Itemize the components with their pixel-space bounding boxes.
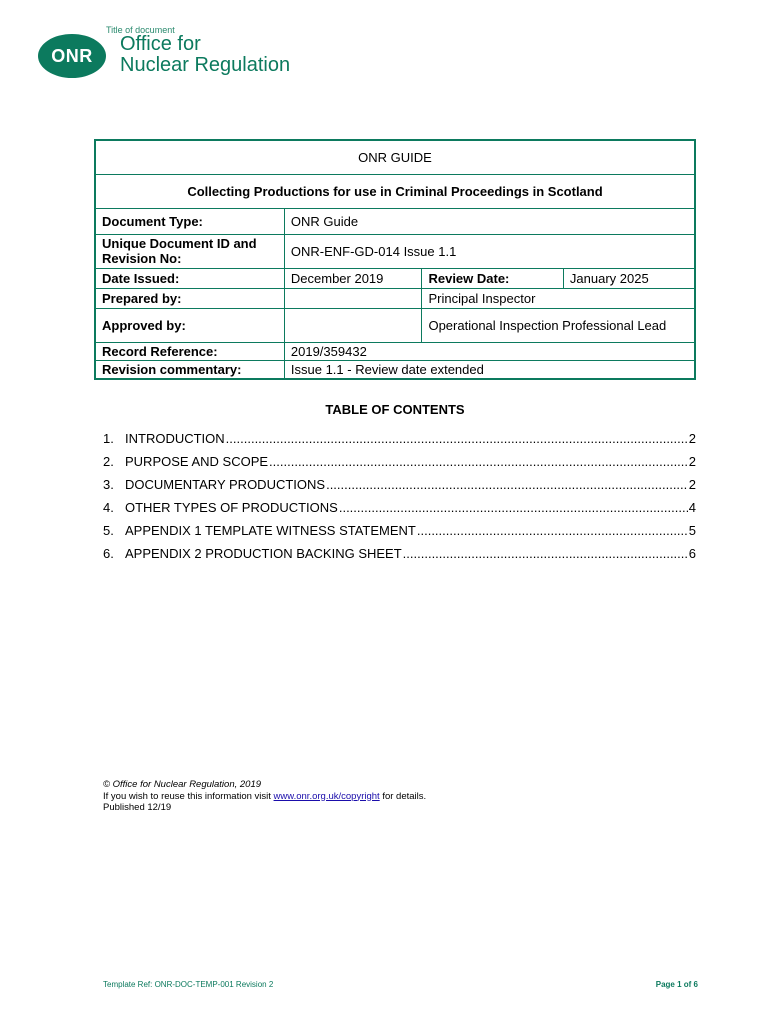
table-of-contents [103, 431, 696, 569]
page-number: Page 1 of 6 [655, 980, 698, 989]
doc-type-label: Document Type: [95, 208, 284, 234]
toc-entry[interactable] [103, 546, 696, 569]
prepared-by-value [284, 288, 422, 308]
toc-entry-title: DOCUMENTARY PRODUCTIONS [125, 477, 326, 492]
toc-entry[interactable] [103, 523, 696, 546]
approved-by-role: Operational Inspection Professional Lead [422, 308, 695, 342]
doc-type-value: ONR Guide [284, 208, 695, 234]
prepared-by-role: Principal Inspector [422, 288, 695, 308]
revision-commentary-value: Issue 1.1 - Review date extended [284, 360, 695, 379]
approved-by-label: Approved by: [95, 308, 284, 342]
toc-leader-dots [269, 454, 688, 469]
toc-entry[interactable] [103, 431, 696, 454]
toc-entry-page: 6 [688, 546, 696, 561]
logo-text: ONR [51, 45, 93, 66]
document-header [38, 24, 398, 84]
toc-entry-page: 4 [688, 500, 696, 515]
toc-entry-title: PURPOSE AND SCOPE [125, 454, 269, 469]
org-name [120, 34, 290, 76]
toc-entry[interactable] [103, 500, 696, 523]
toc-entry-title: APPENDIX 1 TEMPLATE WITNESS STATEMENT [125, 523, 416, 538]
toc-entry-page: 2 [688, 431, 696, 446]
copyright-line: © Office for Nuclear Regulation, 2019 [103, 779, 262, 790]
toc-entry-number: 3. [103, 477, 114, 492]
toc-entry-number: 6. [103, 546, 114, 561]
org-name-line1: Office for [120, 33, 201, 55]
record-reference-value: 2019/359432 [284, 342, 695, 360]
org-name-line2: Nuclear Regulation [120, 54, 291, 76]
toc-entry-page: 2 [688, 454, 696, 469]
reuse-text-before: If you wish to reuse this information visit [103, 790, 274, 802]
toc-entry-number: 4. [103, 500, 114, 515]
reuse-text-after: for details. [379, 790, 427, 802]
document-info-table [94, 139, 696, 380]
prepared-by-label: Prepared by: [95, 288, 284, 308]
toc-leader-dots [326, 477, 688, 492]
toc-entry-page: 2 [688, 477, 696, 492]
doc-id-label: Unique Document ID and Revision No: [95, 234, 284, 268]
document-title: Collecting Productions for use in Criminal Proceedings in Scotland [95, 174, 695, 208]
toc-entry-title: APPENDIX 2 PRODUCTION BACKING SHEET [125, 546, 402, 561]
doc-id-value: ONR-ENF-GD-014 Issue 1.1 [284, 234, 695, 268]
published-date: Published 12/19 [103, 802, 172, 813]
onr-logo [38, 34, 106, 78]
toc-entry-title: INTRODUCTION [125, 431, 225, 446]
review-date-label: Review Date: [422, 268, 563, 288]
record-reference-label: Record Reference: [95, 342, 284, 360]
date-issued-value: December 2019 [284, 268, 422, 288]
toc-leader-dots [226, 431, 688, 446]
toc-entry-number: 1. [103, 431, 114, 446]
toc-leader-dots [403, 546, 688, 561]
toc-entry-title: OTHER TYPES OF PRODUCTIONS [125, 500, 338, 515]
reuse-line [103, 791, 426, 803]
toc-entry-number: 2. [103, 454, 114, 469]
date-issued-label: Date Issued: [95, 268, 284, 288]
toc-heading: TABLE OF CONTENTS [325, 402, 465, 417]
toc-leader-dots [417, 523, 688, 538]
doc-title-label: Title of document [106, 25, 175, 35]
toc-entry-page: 5 [688, 523, 696, 538]
revision-commentary-label: Revision commentary: [95, 360, 284, 379]
guide-label: ONR GUIDE [95, 140, 695, 174]
approved-by-value [284, 308, 422, 342]
template-reference: Template Ref: ONR-DOC-TEMP-001 Revision 2 [103, 980, 274, 989]
copyright-link[interactable]: www.onr.org.uk/copyright [273, 790, 380, 802]
toc-entry[interactable] [103, 454, 696, 477]
toc-entry-number: 5. [103, 523, 114, 538]
review-date-value: January 2025 [563, 268, 695, 288]
toc-leader-dots [339, 500, 688, 515]
toc-entry[interactable] [103, 477, 696, 500]
copyright-notice [103, 779, 426, 814]
